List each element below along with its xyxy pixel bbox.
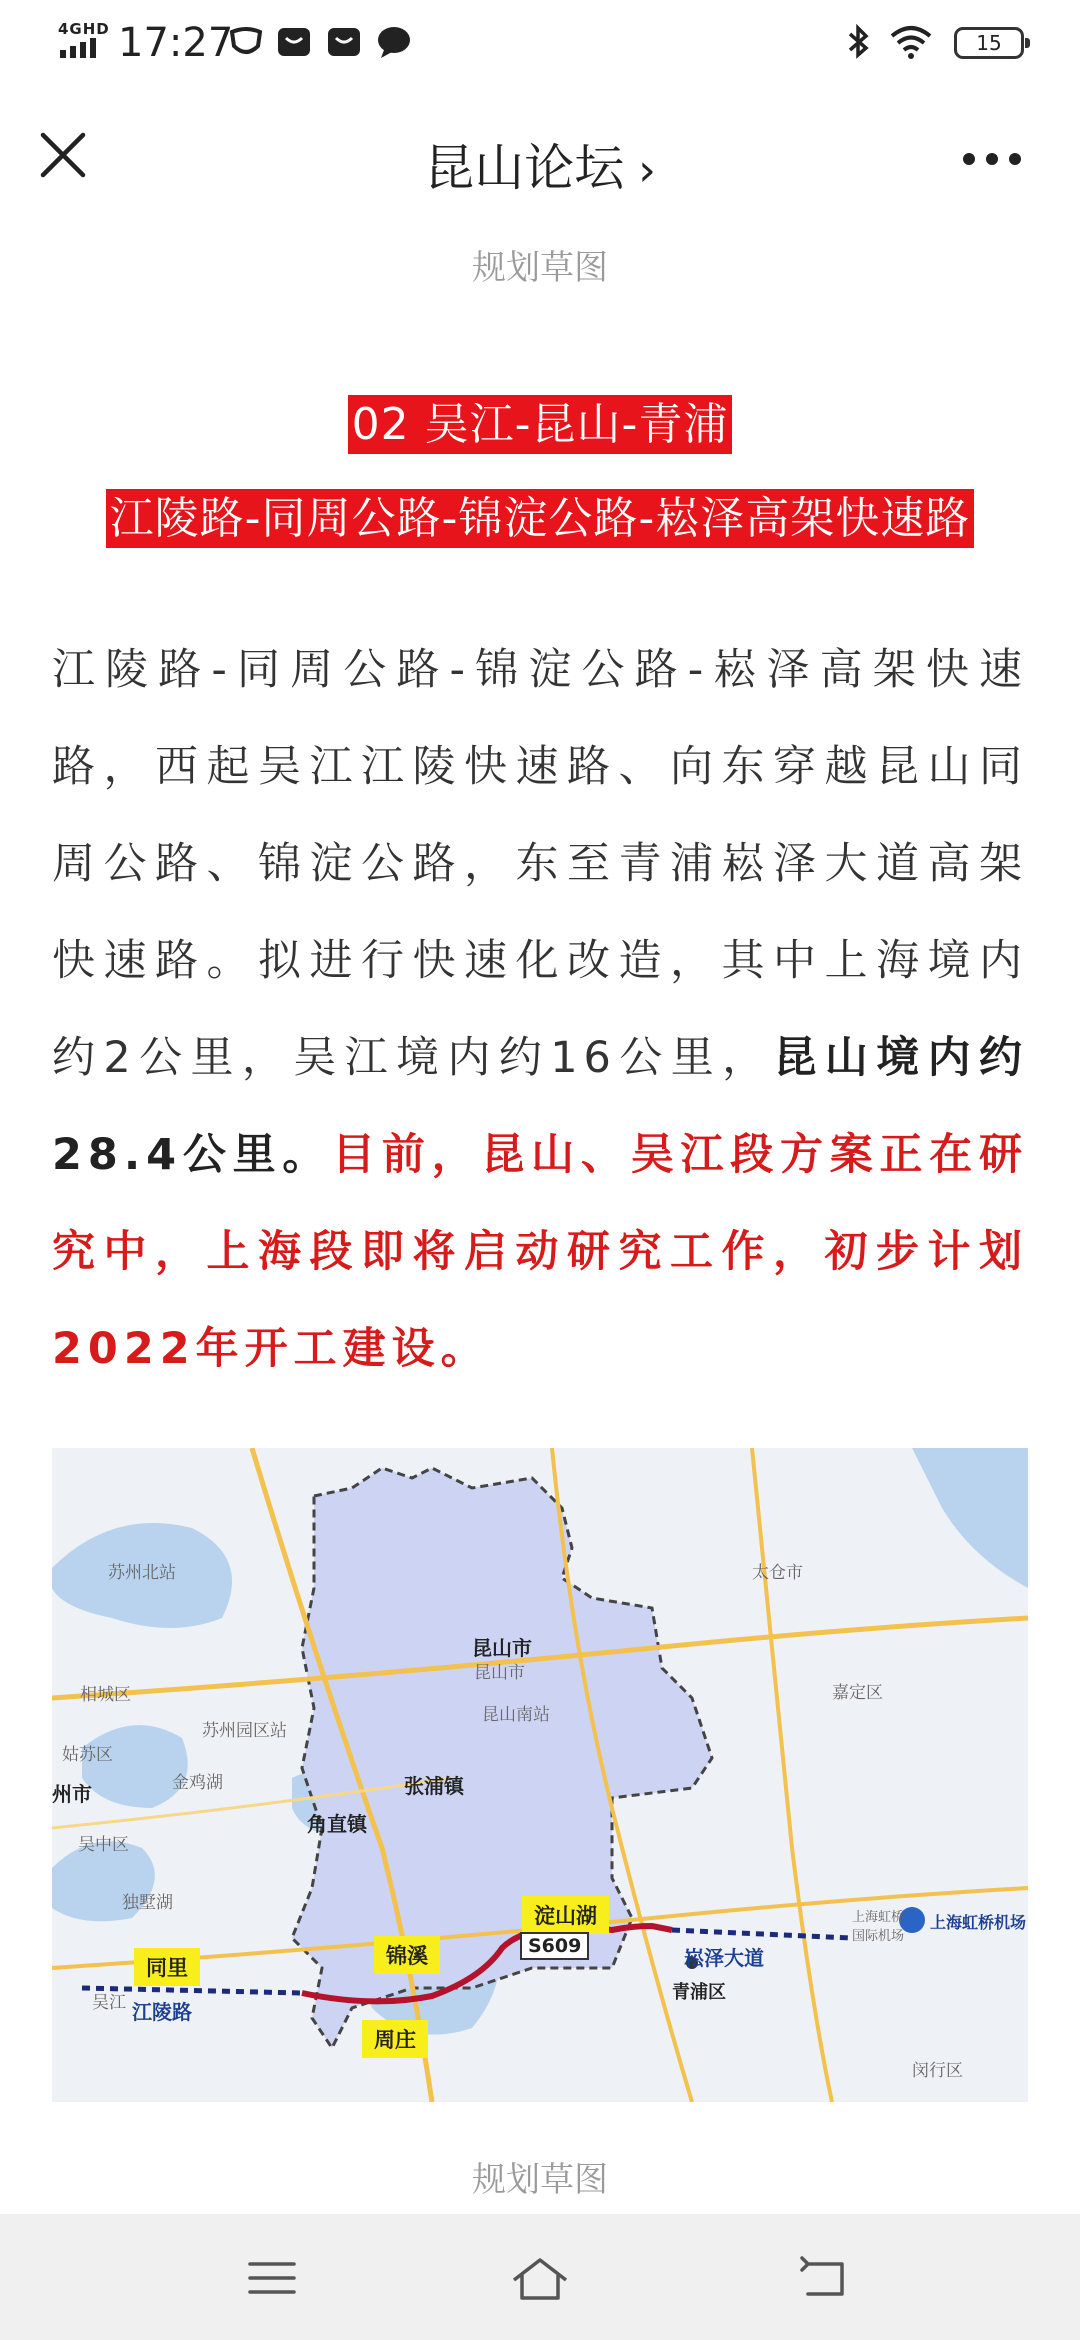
page-title[interactable] bbox=[0, 128, 1080, 200]
map-highlight-tongli: 同里 bbox=[134, 1948, 200, 1986]
map-highlight-jinxi: 锦溪 bbox=[374, 1936, 440, 1974]
map-label-suzhou-park: 苏州园区站 bbox=[202, 1721, 287, 1741]
map-label-hongqiao: 上海虹桥机场 bbox=[930, 1913, 1027, 1932]
heading-roads-text: 江陵路-同周公路-锦淀公路-崧泽高架快速路 bbox=[106, 489, 975, 548]
map-label-qingpu: 青浦区 bbox=[672, 1982, 726, 2003]
article-paragraph bbox=[52, 622, 1028, 1398]
map-label-suzhou-north: 苏州北站 bbox=[108, 1563, 176, 1583]
map-label-dushu: 独墅湖 bbox=[122, 1893, 173, 1913]
map-label-hongqiao-hub: 上海虹桥国际机场 bbox=[852, 1910, 905, 1944]
heading-route-text: 02 吴江-昆山-青浦 bbox=[348, 395, 733, 454]
signal-icon bbox=[60, 38, 104, 58]
status-bar bbox=[0, 0, 1080, 86]
map-label-kunshan-sub: 昆山市 bbox=[474, 1663, 525, 1683]
map-highlight-zhouzhuang: 周庄 bbox=[362, 2020, 428, 2058]
menu-icon[interactable] bbox=[242, 2248, 302, 2308]
map-label-suzhou-city: 州市 bbox=[52, 1782, 92, 1806]
route-map-image[interactable] bbox=[52, 1448, 1028, 2102]
more-icon[interactable] bbox=[962, 152, 1022, 166]
system-nav-bar bbox=[0, 2214, 1080, 2340]
page-title-text[interactable]: 昆山论坛 bbox=[424, 139, 625, 197]
map-label-xiangcheng: 相城区 bbox=[80, 1685, 131, 1705]
map-label-wujiang: 吴江 bbox=[92, 1993, 126, 2013]
map-label-zhangpu: 张浦镇 bbox=[404, 1774, 464, 1798]
heading-roads bbox=[0, 482, 1080, 546]
map-highlight-dianshan: 淀山湖 bbox=[522, 1896, 609, 1934]
wifi-icon bbox=[888, 24, 934, 60]
chat-icon bbox=[376, 24, 412, 60]
map-label-kunshan-south: 昆山南站 bbox=[482, 1705, 550, 1725]
image-caption-top: 规划草图 bbox=[472, 248, 608, 288]
network-type: 4GHD bbox=[58, 20, 110, 38]
article-red-text: 目前，昆山、吴江段方案正在研究中，上海段即将启动研究工作，初步计划2022年开工建设。 bbox=[52, 1130, 1029, 1374]
map-label-minhang: 闵行区 bbox=[912, 2061, 963, 2081]
map-label-gusu: 姑苏区 bbox=[62, 1745, 113, 1765]
image-caption-bottom: 规划草图 bbox=[472, 2160, 608, 2200]
heading-route bbox=[0, 388, 1080, 452]
chevron-right-icon[interactable]: › bbox=[624, 145, 656, 196]
article-bold-text: 昆山境内约28.4公里。 bbox=[52, 1033, 1029, 1180]
mail-icon bbox=[326, 24, 362, 60]
bluetooth-icon bbox=[846, 24, 872, 60]
map-label-jiading: 嘉定区 bbox=[832, 1683, 883, 1703]
map-road-jiangling: 江陵路 bbox=[132, 2000, 192, 2024]
shield-icon bbox=[228, 24, 264, 60]
map-label-wuzhong: 吴中区 bbox=[78, 1835, 129, 1855]
home-icon[interactable] bbox=[508, 2248, 572, 2308]
map-label-jinji: 金鸡湖 bbox=[172, 1773, 223, 1793]
map-road-songze: 崧泽大道 bbox=[684, 1946, 764, 1970]
back-icon[interactable] bbox=[794, 2248, 854, 2308]
map-label-luzhi: 角直镇 bbox=[307, 1812, 367, 1836]
article-normal-text: 江陵路-同周公路-锦淀公路-崧泽高架快速路，西起吴江江陵快速路、向东穿越昆山同周公路、锦淀公路，东至青浦崧泽大道高架快速路。拟进行快速化改造，其中上海境内约2公里，吴江境内约16公里， bbox=[52, 645, 1028, 1083]
map-label-kunshan-city: 昆山市 bbox=[472, 1636, 532, 1660]
mail-icon bbox=[276, 24, 312, 60]
battery-indicator: 15 bbox=[954, 27, 1024, 59]
map-road-shield: S609 bbox=[520, 1932, 589, 1960]
clock: 17:27 bbox=[118, 20, 234, 66]
nav-bar bbox=[0, 100, 1080, 220]
map-label-taicang: 太仓市 bbox=[752, 1563, 803, 1583]
